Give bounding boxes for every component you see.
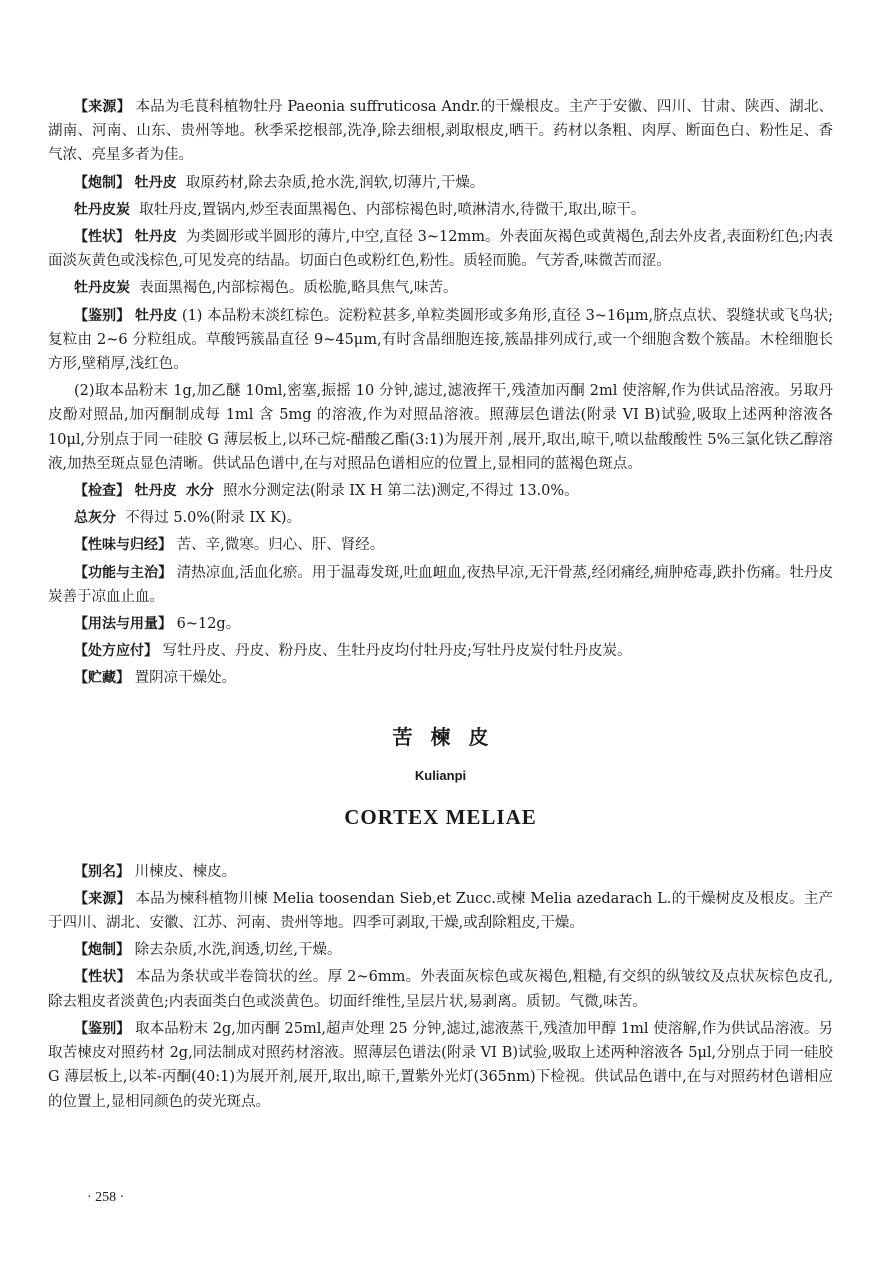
paragraph-alias <box>48 860 833 884</box>
paragraph-text: 表面黑褐色,内部棕褐色。质松脆,略具焦气,味苦。 <box>139 280 458 297</box>
section-label: 【炮制】 <box>74 174 130 191</box>
subheading: 牡丹皮 <box>134 174 177 191</box>
section-label: 【性状】 <box>74 229 131 246</box>
subheading: 牡丹皮炭 <box>74 280 130 297</box>
paragraph-text: 除去杂质,水洗,润透,切丝,干燥。 <box>134 942 342 959</box>
paragraph-processing <box>48 171 833 195</box>
section-label: 【来源】 <box>74 99 131 115</box>
paragraph-characteristics <box>48 225 833 273</box>
paragraph-text: (2)取本品粉末 1g,加乙醚 10ml,密塞,振摇 10 分钟,滤过,滤液挥干,残渣加丙酮 2ml 使溶解,作为供试品溶液。另取丹皮酚对照品,加丙酮制成每 1ml 含 5mg 的溶液,作为对照品溶液。照薄层色谱法(附录 VI B)试验,吸取上述两种溶液各 10μl,分别点于同一硅胶 G 薄层板上,以环己烷-醋酸乙酯(3:1)为展开剂 ,展开,取出,晾干,喷以盐酸酸性 5%三氯化铁乙醇溶液,加热至斑点显色清晰。供试品色谱中,在与对照品色谱相应的位置上,显相同的蓝褐色斑点。 <box>48 383 833 472</box>
paragraph-text: 6~12g。 <box>176 616 241 633</box>
paragraph-text: 取牡丹皮,置锅内,炒至表面黑褐色、内部棕褐色时,喷淋清水,待微干,取出,晾干。 <box>139 201 646 218</box>
paragraph-text: (1) 本品粉末淡红棕色。淀粉粒甚多,单粒类圆形或多角形,直径 3~16μm,脐点点状、裂缝状或飞鸟状;复粒由 2~6 分粒组成。草酸钙簇晶直径 9~45μm,有时含晶细胞连接,簇晶排列成行,或一个细胞含数个簇晶。木栓细胞长方形,壁稍厚,浅红色。 <box>48 307 834 373</box>
paragraph-text: 苦、辛,微寒。归心、肝、肾经。 <box>176 537 385 554</box>
paragraph-text: 不得过 5.0%(附录 IX K)。 <box>125 510 302 527</box>
section-label: 【检查】 <box>74 483 130 500</box>
section-label: 【贮藏】 <box>74 670 130 687</box>
subheading: 牡丹皮炭 <box>74 201 130 218</box>
section-label: 【炮制】 <box>74 942 130 959</box>
paragraph-text: 本品为条状或半卷筒状的丝。厚 2~6mm。外表面灰棕色或灰褐色,粗糙,有交织的纵皱纹及点状灰棕色皮孔,除去粗皮者淡黄色;内表面类白色或淡黄色。切面纤维性,呈层片状,易剥离。质韧。气微,味苦。 <box>48 969 834 1010</box>
paragraph-text: 取原药材,除去杂质,抢水洗,润软,切薄片,干燥。 <box>185 174 485 191</box>
paragraph-dosage <box>48 612 833 636</box>
paragraph-text: 置阴凉干燥处。 <box>134 670 237 687</box>
entry-title-pinyin: Kulianpi <box>414 767 467 783</box>
paragraph-characteristics <box>48 965 833 1013</box>
paragraph-text: 清热凉血,活血化瘀。用于温毒发斑,吐血衄血,夜热早凉,无汗骨蒸,经闭痛经,痈肿疮毒,跌扑伤痛。牡丹皮炭善于凉血止血。 <box>48 564 834 605</box>
paragraph-prescription <box>48 639 833 663</box>
subheading: 水分 <box>185 483 214 500</box>
paragraph-identification-2 <box>48 379 833 476</box>
paragraph-characteristics-charcoal <box>48 276 833 300</box>
page-number: · 258 · <box>87 1190 125 1205</box>
subheading: 牡丹皮 <box>135 307 178 324</box>
paragraph-identification <box>48 304 833 377</box>
paragraph-total-ash <box>48 506 833 530</box>
paragraph-inspection <box>48 479 833 503</box>
subheading: 牡丹皮 <box>134 229 177 246</box>
entry-title-chinese: 苦楝皮 <box>392 724 507 749</box>
subheading: 牡丹皮 <box>134 483 177 500</box>
paragraph-text: 本品为毛茛科植物牡丹 Paeonia suffruticosa Andr.的干燥根皮。主产于安徽、四川、甘肃、陕西、湖北、湖南、河南、山东、贵州等地。秋季采挖根部,洗净,除去细根,剥取根皮,晒干。药材以条粗、肉厚、断面色白、粉性足、香气浓、亮星多者为佳。 <box>48 99 834 164</box>
paragraph-text: 川楝皮、楝皮。 <box>134 863 237 880</box>
paragraph-text: 为类圆形或半圆形的薄片,中空,直径 3~12mm。外表面灰褐色或黄褐色,刮去外皮者,表面粉红色;内表面淡灰黄色或浅棕色,可见发亮的结晶。切面白色或粉红色,粉性。质轻而脆。气芳香,味微苦而涩。 <box>48 229 834 270</box>
paragraph-processing-charcoal <box>48 198 833 222</box>
subheading: 总灰分 <box>74 510 116 527</box>
section-label: 【功能与主治】 <box>74 564 173 581</box>
paragraph-text: 照水分测定法(附录 IX H 第二法)测定,不得过 13.0%。 <box>223 483 579 500</box>
paragraph-function <box>48 561 833 609</box>
entry-title-latin: CORTEX MELIAE <box>344 804 537 829</box>
paragraph-identification <box>48 1017 833 1114</box>
paragraph-text: 写牡丹皮、丹皮、粉丹皮、生牡丹皮均付牡丹皮;写牡丹皮炭付牡丹皮炭。 <box>162 643 632 660</box>
section-label: 【来源】 <box>74 890 131 907</box>
section-label: 【处方应付】 <box>74 643 158 660</box>
paragraph-nature-meridian <box>48 533 833 557</box>
paragraph-text: 取本品粉末 2g,加丙酮 25ml,超声处理 25 分钟,滤过,滤液蒸干,残渣加甲醇 1ml 使溶解,作为供试品溶液。另取苦楝皮对照药材 2g,同法制成对照药材溶液。照薄层色谱法(附录 VI B)试验,吸取上述两种溶液各 5μl,分别点于同一硅胶 G 薄层板上,以苯-丙酮(40:1)为展开剂,展开,取出,晾干,置紫外光灯(365nm)下检视。供试品色谱中,在与对照药材色谱相应的位置上,显相同颜色的荧光斑点。 <box>48 1020 834 1110</box>
paragraph-source <box>48 887 833 935</box>
section-label: 【性状】 <box>74 969 132 986</box>
paragraph-text: 本品为楝科植物川楝 Melia toosendan Sieb,et Zucc.或楝 Melia azedarach L.的干燥树皮及根皮。主产于四川、湖北、安徽、江苏、河南、贵州等地。四季可剥取,干燥,或刮除粗皮,干燥。 <box>48 890 834 932</box>
section-label: 【鉴别】 <box>74 1020 131 1037</box>
paragraph-storage <box>48 666 833 690</box>
section-label: 【性味与归经】 <box>74 537 172 554</box>
paragraph-source <box>48 95 833 168</box>
section-label: 【鉴别】 <box>74 307 131 324</box>
paragraph-processing <box>48 938 833 962</box>
section-label: 【别名】 <box>74 863 130 880</box>
section-label: 【用法与用量】 <box>74 616 172 633</box>
